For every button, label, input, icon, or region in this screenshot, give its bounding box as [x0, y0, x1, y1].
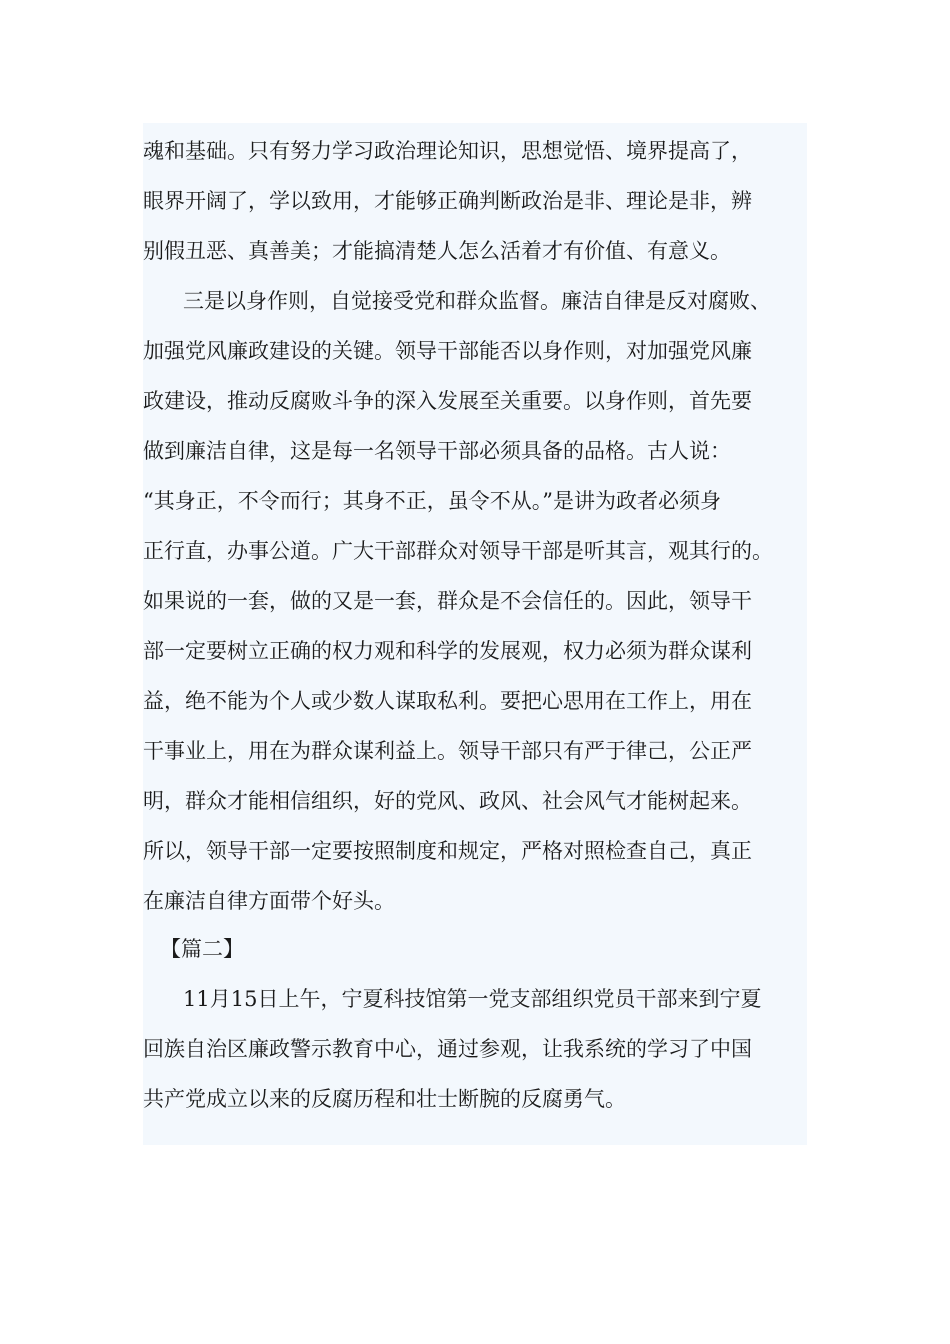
paragraph-line: 别假丑恶、真善美；才能搞清楚人怎么活着才有价值、有意义。 [143, 239, 731, 263]
paragraph-line: 益，绝不能为个人或少数人谋取私利。要把心思用在工作上，用在 [143, 689, 752, 713]
paragraph-line: 三是以身作则，自觉接受党和群众监督。廉洁自律是反对腐败、 [183, 289, 771, 313]
paragraph-line: 做到廉洁自律，这是每一名领导干部必须具备的品格。古人说： [143, 439, 731, 463]
section-heading: 【篇二】 [160, 937, 244, 961]
paragraph-line: 正行直，办事公道。广大干部群众对领导干部是听其言，观其行的。 [143, 539, 773, 563]
paragraph-line: 部一定要树立正确的权力观和科学的发展观，权力必须为群众谋利 [143, 639, 752, 663]
paragraph-line: 魂和基础。只有努力学习政治理论知识，思想觉悟、境界提高了， [143, 139, 752, 163]
paragraph-line: 如果说的一套，做的又是一套，群众是不会信任的。因此，领导干 [143, 589, 752, 613]
paragraph-line: 在廉洁自律方面带个好头。 [143, 889, 395, 913]
paragraph-line: 所以，领导干部一定要按照制度和规定，严格对照检查自己，真正 [143, 839, 752, 863]
paragraph-line: 干事业上，用在为群众谋利益上。领导干部只有严于律己，公正严 [143, 739, 752, 763]
paragraph-line: “其身正，不令而行；其身不正，虽令不从。”是讲为政者必须身 [143, 489, 721, 513]
paragraph-line: 回族自治区廉政警示教育中心，通过参观，让我系统的学习了中国 [143, 1037, 752, 1061]
paragraph-line: 共产党成立以来的反腐历程和壮士断腕的反腐勇气。 [143, 1087, 626, 1111]
paragraph-line: 加强党风廉政建设的关键。领导干部能否以身作则，对加强党风廉 [143, 339, 752, 363]
paragraph-line: 眼界开阔了，学以致用，才能够正确判断政治是非、理论是非，辨 [143, 189, 752, 213]
paragraph-line: 明，群众才能相信组织，好的党风、政风、社会风气才能树起来。 [143, 789, 752, 813]
paragraph-line: 11月15日上午，宁夏科技馆第一党支部组织党员干部来到宁夏 [183, 987, 762, 1011]
paragraph-line: 政建设，推动反腐败斗争的深入发展至关重要。以身作则，首先要 [143, 389, 752, 413]
